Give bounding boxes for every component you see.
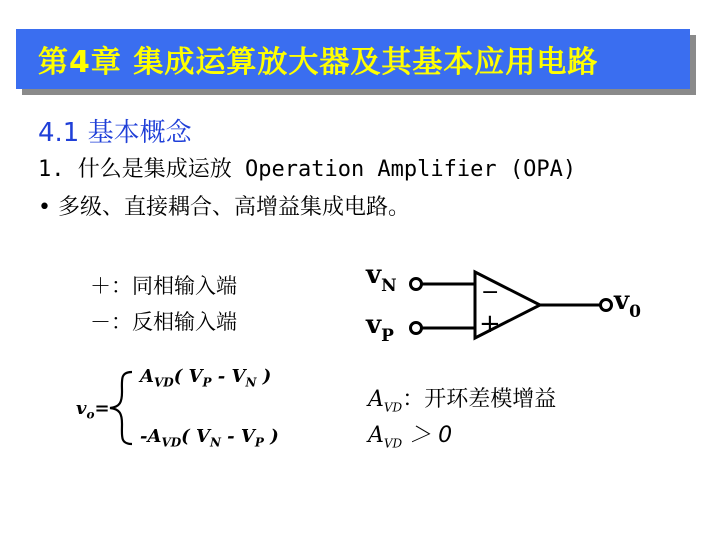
vo-sub: 0 — [629, 302, 641, 322]
svg-text:v0 — [613, 286, 641, 322]
equation-case-2: $-A_{VD}$( $V_N - V_P$ ) — [140, 426, 279, 450]
svg-text:vN — [365, 260, 397, 296]
definition-line: 1. 什么是集成运放 Operation Amplifier (OPA) — [38, 157, 577, 182]
output-terminal-icon — [601, 300, 612, 311]
feature-bullet: • 多级、直接耦合、高增益集成电路。 — [38, 195, 410, 220]
vp-label: v — [366, 310, 382, 340]
slide-title: 第4章 集成运算放大器及其基本应用电路 — [38, 45, 599, 80]
opamp-diagram — [360, 255, 660, 369]
vp-sub: P — [381, 326, 394, 346]
plus-sign: + — [479, 309, 501, 339]
noninverting-terminal-icon — [411, 323, 422, 334]
left-brace-icon — [104, 370, 138, 446]
minus-input-desc: －：反相输入端 — [90, 310, 237, 334]
section-heading: 4.1 基本概念 — [38, 118, 192, 148]
gain-condition: $A_{VD} > 0$ — [368, 423, 453, 451]
plus-input-desc: ＋：同相输入端 — [90, 274, 237, 298]
opamp-symbol — [360, 255, 660, 365]
minus-sign: − — [481, 280, 500, 305]
inverting-terminal-icon — [411, 279, 422, 290]
vn-sub: N — [381, 276, 397, 296]
gain-description: $A_{VD}$：开环差模增益 — [368, 387, 557, 415]
svg-text:vP — [365, 310, 394, 346]
title-bar — [16, 29, 690, 89]
vo-label: v — [614, 286, 630, 316]
vn-label: v — [366, 260, 382, 290]
equation-case-1: $A_{VD}$( $V_P - V_N$ ) — [140, 366, 272, 390]
equation-lhs: $v_o=$ — [76, 398, 110, 422]
